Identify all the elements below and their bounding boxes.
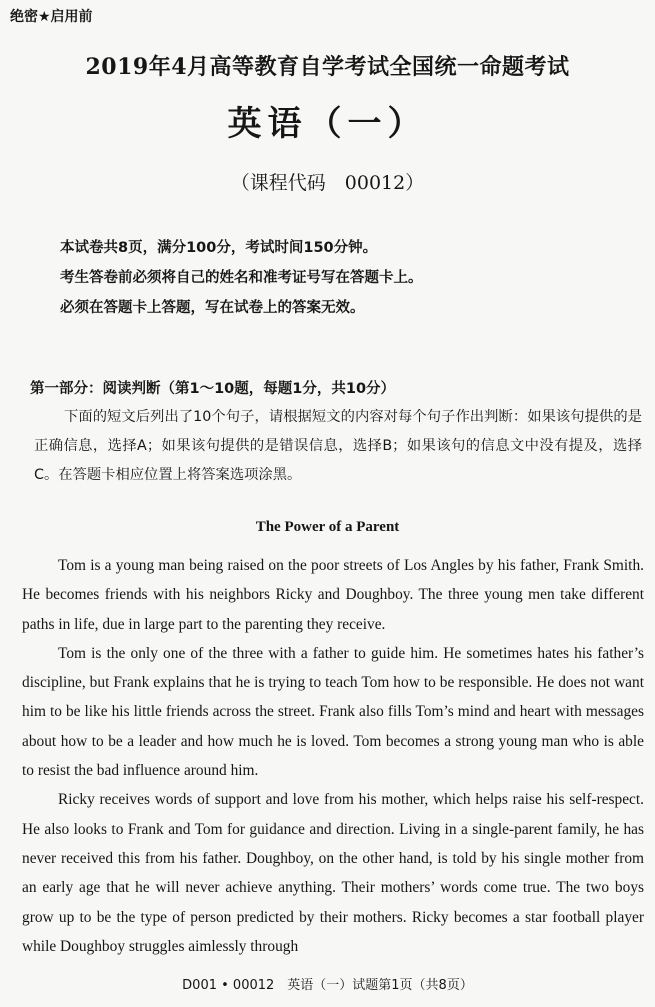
passage-paragraph: Tom is the only one of the three with a father to guide him. He sometimes hates his father’s discipline, but Frank explains that he is trying to teach Tom how to be responsible. He does not want him to be like his little friends across the street. Frank also fills Tom’s mind and heart with messages about how to be a leader and how much he is loved. Tom becomes a strong young man who is able to resist the bad influence around him. [22, 644, 644, 780]
page-footer: D001 • 00012 英语（一）试题第1页（共8页） [182, 978, 473, 993]
part-one-instructions: 下面的短文后列出了10个句子，请根据短文的内容对每个句子作出判断：如果该句提供的是正确信息，选择A；如果该句提供的是错误信息，选择B；如果该句的信息文中没有提及，选择C。在答题卡相应位置上将答案选项涂黑。 [34, 409, 642, 483]
course-code: （课程代码 00012） [230, 172, 425, 194]
exam-title: 2019年4月高等教育自学考试全国统一命题考试 [85, 54, 570, 80]
note-line: 必须在答题卡上答题，写在试卷上的答案无效。 [60, 300, 365, 316]
passage-paragraph: Ricky receives words of support and love from his mother, which helps raise his self-respect. He also looks to Frank and Tom for guidance and direction. Living in a single-parent family, he has never received this from his father. Doughboy, on the other hand, is told by his single mother from an early age that he will never achieve anything. Their mothers’ words come true. The two boys grow up to be the type of person predicted by their mothers. Ricky becomes a star football player while Doughboy struggles aimlessly through [22, 791, 644, 955]
passage-body [22, 551, 644, 961]
subject-title: 英语（一） [227, 104, 428, 144]
part-one-heading: 第一部分：阅读判断（第1～10题，每题1分，共10分） [30, 381, 396, 397]
passage-title: The Power of a Parent [255, 519, 400, 535]
passage-paragraph: Tom is a young man being raised on the poor streets of Los Angles by his father, Frank Smith. He becomes friends with his neighbors Ricky and Doughboy. The three young men take different paths in life, due in large part to the parenting they receive. [22, 557, 644, 633]
note-line: 考生答卷前必须将自己的姓名和准考证号写在答题卡上。 [60, 270, 423, 286]
confidential-mark: 绝密★启用前 [10, 9, 93, 25]
note-line: 本试卷共8页，满分100分，考试时间150分钟。 [60, 240, 378, 256]
exam-notes [60, 233, 423, 323]
